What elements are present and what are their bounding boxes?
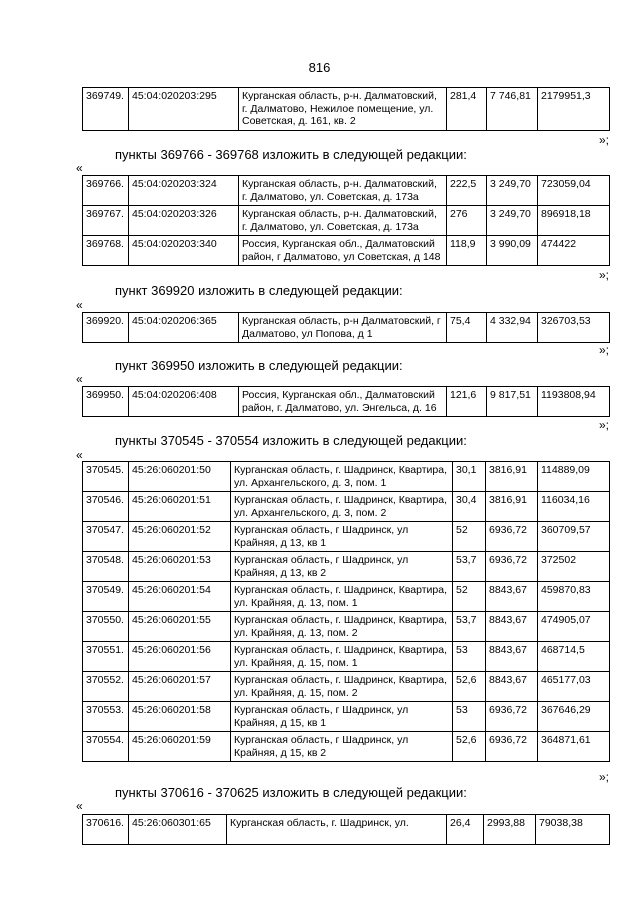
section-heading: пункты 369766 - 369768 изложить в следующей редакции: [115, 147, 467, 162]
table-row [83, 702, 610, 732]
opening-quote: « [76, 298, 83, 312]
total-value-cell: 723059,04 [538, 176, 610, 206]
area-cell: 276 [447, 206, 487, 236]
item-number-cell: 369767. [83, 206, 129, 236]
area-cell: 26,4 [447, 815, 484, 845]
section-heading: пункты 370616 - 370625 изложить в следующей редакции: [115, 785, 467, 800]
area-cell: 52,6 [453, 732, 486, 762]
price-per-unit-cell: 6936,72 [486, 552, 538, 582]
price-per-unit-cell: 3816,91 [486, 492, 538, 522]
price-per-unit-cell: 7 746,81 [487, 88, 538, 131]
total-value-cell: 896918,18 [538, 206, 610, 236]
item-number-cell: 369766. [83, 176, 129, 206]
total-value-cell: 2179951,3 [538, 88, 610, 131]
price-per-unit-cell: 3 249,70 [487, 206, 538, 236]
cadastral-number-cell: 45:26:060201:59 [129, 732, 231, 762]
price-per-unit-cell: 3816,91 [486, 462, 538, 492]
address-cell: Курганская область, г. Шадринск, Квартира, ул. Крайняя, д. 13, пом. 2 [231, 612, 453, 642]
table-row [83, 732, 610, 762]
cadastral-number-cell: 45:26:060301:65 [129, 815, 227, 845]
area-cell: 53 [453, 702, 486, 732]
area-cell: 53,7 [453, 552, 486, 582]
address-cell: Курганская область, г. Шадринск, Квартира, ул. Крайняя, д. 13, пом. 1 [231, 582, 453, 612]
area-cell: 30,1 [453, 462, 486, 492]
item-number-cell: 370547. [83, 522, 129, 552]
table-row [83, 236, 610, 266]
section-heading: пункт 369950 изложить в следующей редакции: [115, 358, 403, 373]
total-value-cell: 474905,07 [538, 612, 610, 642]
total-value-cell: 367646,29 [538, 702, 610, 732]
area-cell: 30,4 [453, 492, 486, 522]
records-table-370545 [82, 461, 610, 762]
item-number-cell: 370545. [83, 462, 129, 492]
table-row [83, 672, 610, 702]
item-number-cell: 370546. [83, 492, 129, 522]
address-cell: Курганская область, г. Шадринск, Квартира, ул. Крайняя, д. 15, пом. 2 [231, 672, 453, 702]
item-number-cell: 369920. [83, 313, 129, 343]
item-number-cell: 370552. [83, 672, 129, 702]
section-heading: пункт 369920 изложить в следующей редакции: [115, 283, 403, 298]
address-cell: Курганская область, г Шадринск, ул Крайняя, д 15, кв 2 [231, 732, 453, 762]
cadastral-number-cell: 45:26:060201:58 [129, 702, 231, 732]
cadastral-number-cell: 45:04:020203:340 [129, 236, 239, 266]
price-per-unit-cell: 6936,72 [486, 522, 538, 552]
address-cell: Курганская область, г. Шадринск, Квартира, ул. Архангельского, д. 3, пом. 1 [231, 462, 453, 492]
price-per-unit-cell: 9 817,51 [487, 387, 538, 417]
opening-quote: « [76, 372, 83, 386]
table-row [83, 522, 610, 552]
page-number: 816 [308, 60, 331, 75]
address-cell: Курганская область, р-н. Далматовский, г. Далматово, ул. Советская, д. 173а [239, 176, 447, 206]
total-value-cell: 360709,57 [538, 522, 610, 552]
total-value-cell: 114889,09 [538, 462, 610, 492]
price-per-unit-cell: 4 332,94 [487, 313, 538, 343]
cadastral-number-cell: 45:04:020203:295 [129, 88, 239, 131]
total-value-cell: 465177,03 [538, 672, 610, 702]
cadastral-number-cell: 45:26:060201:55 [129, 612, 231, 642]
area-cell: 52,6 [453, 672, 486, 702]
cadastral-number-cell: 45:26:060201:50 [129, 462, 231, 492]
address-cell: Курганская область, г Шадринск, ул Крайняя, д 13, кв 2 [231, 552, 453, 582]
item-number-cell: 370554. [83, 732, 129, 762]
item-number-cell: 370550. [83, 612, 129, 642]
table-row [83, 642, 610, 672]
address-cell: Курганская область, г. Шадринск, Квартира, ул. Крайняя, д. 15, пом. 1 [231, 642, 453, 672]
item-number-cell: 369768. [83, 236, 129, 266]
section-heading: пункты 370545 - 370554 изложить в следующей редакции: [115, 433, 467, 448]
price-per-unit-cell: 8843,67 [486, 612, 538, 642]
area-cell: 281,4 [447, 88, 487, 131]
total-value-cell: 1193808,94 [538, 387, 610, 417]
item-number-cell: 370616. [83, 815, 129, 845]
total-value-cell: 364871,61 [538, 732, 610, 762]
records-table-369766 [82, 175, 610, 266]
cadastral-number-cell: 45:26:060201:56 [129, 642, 231, 672]
table-row [83, 387, 610, 417]
closing-quote: »; [598, 268, 609, 282]
item-number-cell: 369950. [83, 387, 129, 417]
records-table-370616 [82, 814, 610, 845]
item-number-cell: 370549. [83, 582, 129, 612]
table-row [83, 313, 610, 343]
cadastral-number-cell: 45:04:020206:365 [129, 313, 239, 343]
item-number-cell: 370553. [83, 702, 129, 732]
cadastral-number-cell: 45:26:060201:53 [129, 552, 231, 582]
table-row [83, 612, 610, 642]
closing-quote: »; [598, 133, 609, 147]
price-per-unit-cell: 3 249,70 [487, 176, 538, 206]
item-number-cell: 370551. [83, 642, 129, 672]
item-number-cell: 369749. [83, 88, 129, 131]
cadastral-number-cell: 45:26:060201:52 [129, 522, 231, 552]
total-value-cell: 79038,38 [536, 815, 610, 845]
price-per-unit-cell: 8843,67 [486, 672, 538, 702]
total-value-cell: 468714,5 [538, 642, 610, 672]
address-cell: Курганская область, г Шадринск, ул Крайняя, д 15, кв 1 [231, 702, 453, 732]
opening-quote: « [76, 448, 83, 462]
price-per-unit-cell: 8843,67 [486, 642, 538, 672]
table-row [83, 492, 610, 522]
total-value-cell: 326703,53 [538, 313, 610, 343]
table-row [83, 462, 610, 492]
address-cell: Россия, Курганская обл., Далматовский район, г. Далматово, ул. Энгельса, д. 16 [239, 387, 447, 417]
area-cell: 75,4 [447, 313, 487, 343]
area-cell: 222,5 [447, 176, 487, 206]
records-table-369950 [82, 386, 610, 417]
area-cell: 53 [453, 642, 486, 672]
cadastral-number-cell: 45:26:060201:54 [129, 582, 231, 612]
address-cell: Россия, Курганская обл., Далматовский район, г Далматово, ул Советская, д 148 [239, 236, 447, 266]
table-row [83, 815, 610, 845]
price-per-unit-cell: 6936,72 [486, 702, 538, 732]
records-table-369920 [82, 312, 610, 343]
closing-quote: »; [598, 418, 609, 432]
price-per-unit-cell: 8843,67 [486, 582, 538, 612]
area-cell: 52 [453, 522, 486, 552]
address-cell: Курганская область, р-н Далматовский, г Далматово, ул Попова, д 1 [239, 313, 447, 343]
closing-quote: »; [598, 770, 609, 784]
table-row [83, 206, 610, 236]
table-row [83, 176, 610, 206]
table-row [83, 88, 610, 131]
cadastral-number-cell: 45:04:020203:326 [129, 206, 239, 236]
cadastral-number-cell: 45:04:020203:324 [129, 176, 239, 206]
cadastral-number-cell: 45:04:020206:408 [129, 387, 239, 417]
total-value-cell: 116034,16 [538, 492, 610, 522]
price-per-unit-cell: 3 990,09 [487, 236, 538, 266]
area-cell: 121,6 [447, 387, 487, 417]
table-row [83, 552, 610, 582]
table-row [83, 582, 610, 612]
address-cell: Курганская область, г. Шадринск, Квартира, ул. Архангельского, д. 3, пом. 2 [231, 492, 453, 522]
price-per-unit-cell: 2993,88 [484, 815, 536, 845]
area-cell: 118,9 [447, 236, 487, 266]
closing-quote: »; [598, 343, 609, 357]
records-table-369749 [82, 87, 610, 131]
area-cell: 52 [453, 582, 486, 612]
address-cell: Курганская область, р-н. Далматовский, г. Далматово, Нежилое помещение, ул. Советская, д. 161, кв. 2 [239, 88, 447, 131]
cadastral-number-cell: 45:26:060201:57 [129, 672, 231, 702]
address-cell: Курганская область, г. Шадринск, ул. [227, 815, 447, 845]
total-value-cell: 474422 [538, 236, 610, 266]
cadastral-number-cell: 45:26:060201:51 [129, 492, 231, 522]
price-per-unit-cell: 6936,72 [486, 732, 538, 762]
area-cell: 53,7 [453, 612, 486, 642]
item-number-cell: 370548. [83, 552, 129, 582]
opening-quote: « [76, 799, 83, 813]
address-cell: Курганская область, р-н. Далматовский, г. Далматово, ул. Советская, д. 173а [239, 206, 447, 236]
total-value-cell: 459870,83 [538, 582, 610, 612]
opening-quote: « [76, 161, 83, 175]
address-cell: Курганская область, г Шадринск, ул Крайняя, д 13, кв 1 [231, 522, 453, 552]
total-value-cell: 372502 [538, 552, 610, 582]
